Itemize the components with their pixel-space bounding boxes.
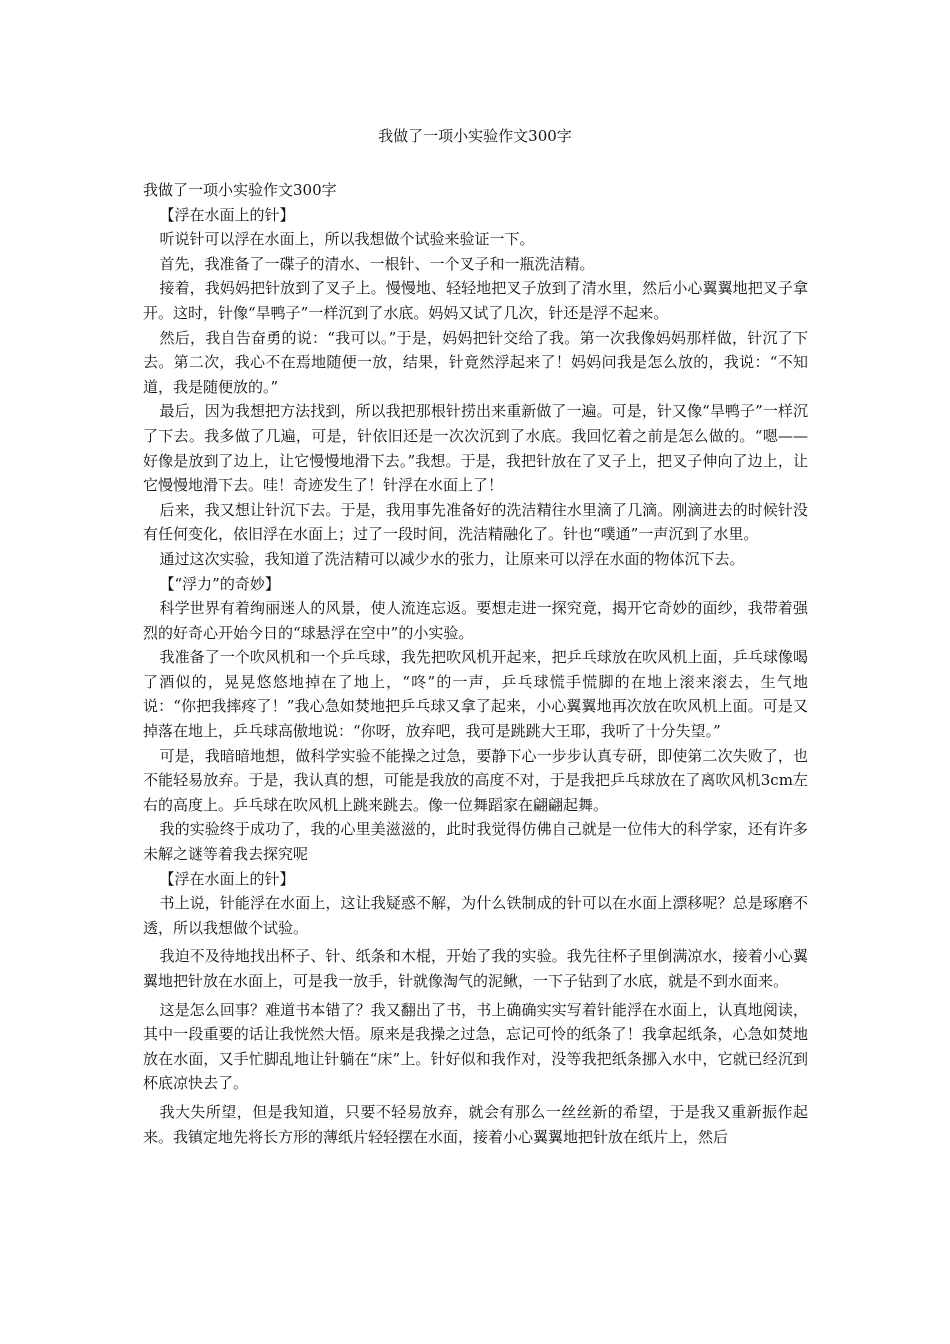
document-body bbox=[143, 178, 808, 1149]
paragraph: 科学世界有着绚丽迷人的风景，使人流连忘返。要想走进一探究竟，揭开它奇妙的面纱，我带着强烈的好奇心开始今日的“球悬浮在空中”的小实验。 bbox=[143, 599, 808, 642]
paragraph: 听说针可以浮在水面上，所以我想做个试验来验证一下。 bbox=[159, 230, 535, 249]
section-heading: 【浮在水面上的针】 bbox=[159, 205, 295, 224]
document-subtitle: 我做了一项小实验作文300字 bbox=[143, 181, 337, 199]
paragraph: 我迫不及待地找出杯子、针、纸条和木棍，开始了我的实验。我先往杯子里倒满凉水，接着小心翼翼地把针放在水面上，可是我一放手，针就像淘气的泥鳅，一下子钻到了水底，就是不到水面来。 bbox=[143, 947, 808, 990]
paragraph: 通过这次实验，我知道了洗洁精可以减少水的张力，让原来可以浮在水面的物体沉下去。 bbox=[159, 549, 745, 568]
paragraph: 首先，我准备了一碟子的清水、一根针、一个叉子和一瓶洗洁精。 bbox=[159, 254, 595, 273]
paragraph: 我大失所望，但是我知道，只要不轻易放弃，就会有那么一丝丝新的希望，于是我又重新振作起来。我镇定地先将长方形的薄纸片轻轻摆在水面，接着小心翼翼地把针放在纸片上，然后 bbox=[143, 1102, 808, 1146]
paragraph: 然后，我自告奋勇的说：“我可以。”于是，妈妈把针交给了我。第一次我像妈妈那样做，针沉了下去。第二次，我心不在焉地随便一放，结果，针竟然浮起来了！妈妈问我是怎么放的，我说：“不知道，我是随便放的。” bbox=[143, 328, 808, 396]
paragraph: 后来，我又想让针沉下去。于是，我用事先准备好的洗洁精往水里滴了几滴。刚滴进去的时候针没有任何变化，依旧浮在水面上；过了一段时间，洗洁精融化了。针也“噗通”一声沉到了水里。 bbox=[143, 500, 808, 544]
paragraph: 接着，我妈妈把针放到了叉子上。慢慢地、轻轻地把叉子放到了清水里，然后小心翼翼地把叉子拿开。这时，针像“旱鸭子”一样沉到了水底。妈妈又试了几次，针还是浮不起来。 bbox=[143, 279, 808, 322]
document-title: 我做了一项小实验作文300字 bbox=[378, 127, 572, 145]
paragraph: 书上说，针能浮在水面上，这让我疑惑不解，为什么铁制成的针可以在水面上漂移呢？总是琢磨不透，所以我想做个试验。 bbox=[143, 894, 808, 937]
paragraph: 这是怎么回事？难道书本错了？我又翻出了书，书上确确实实写着针能浮在水面上，认真地阅读，其中一段重要的话让我恍然大悟。原来是我操之过急，忘记可怜的纸条了！我拿起纸条，心急如焚地放在水面，又手忙脚乱地让针躺在“床”上。针好似和我作对，没等我把纸条挪入水中，它就已经沉到杯底凉快去了。 bbox=[143, 1000, 808, 1093]
section-heading: 【“浮力”的奇妙】 bbox=[159, 574, 280, 593]
paragraph: 我准备了一个吹风机和一个乒乓球，我先把吹风机开起来，把乒乓球放在吹风机上面，乒乓球像喝了酒似的，晃晃悠悠地掉在了地上，“咚”的一声，乒乓球慌手慌脚的在地上滚来滚去，生气地说：“你把我摔疼了！”我心急如焚地把乒乓球又拿了起来，小心翼翼地再次放在吹风机上面。可是又掉落在地上，乒乓球高傲地说：“你呀，放弃吧，我可是跳跳大王耶，我听了十分失望。” bbox=[143, 648, 808, 741]
paragraph: 我的实验终于成功了，我的心里美滋滋的，此时我觉得仿佛自己就是一位伟大的科学家，还有许多未解之谜等着我去探究呢 bbox=[143, 820, 808, 864]
paragraph: 最后，因为我想把方法找到，所以我把那根针捞出来重新做了一遍。可是，针又像“旱鸭子”一样沉了下去。我多做了几遍，可是，针依旧还是一次次沉到了水底。我回忆着之前是怎么做的。“嗯——好像是放到了边上，让它慢慢地滑下去。”我想。于是，我把针放在了叉子上，把叉子伸向了边上，让它慢慢地滑下去。哇！奇迹发生了！针浮在水面上了！ bbox=[143, 402, 808, 495]
section-heading: 【浮在水面上的针】 bbox=[159, 869, 295, 888]
paragraph: 可是，我暗暗地想，做科学实验不能操之过急，要静下心一步步认真专研，即使第二次失败了，也不能轻易放弃。于是，我认真的想，可能是我放的高度不对，于是我把乒乓球放在了离吹风机3cm左右的高度上。乒乓球在吹风机上跳来跳去。像一位舞蹈家在翩翩起舞。 bbox=[143, 746, 808, 814]
